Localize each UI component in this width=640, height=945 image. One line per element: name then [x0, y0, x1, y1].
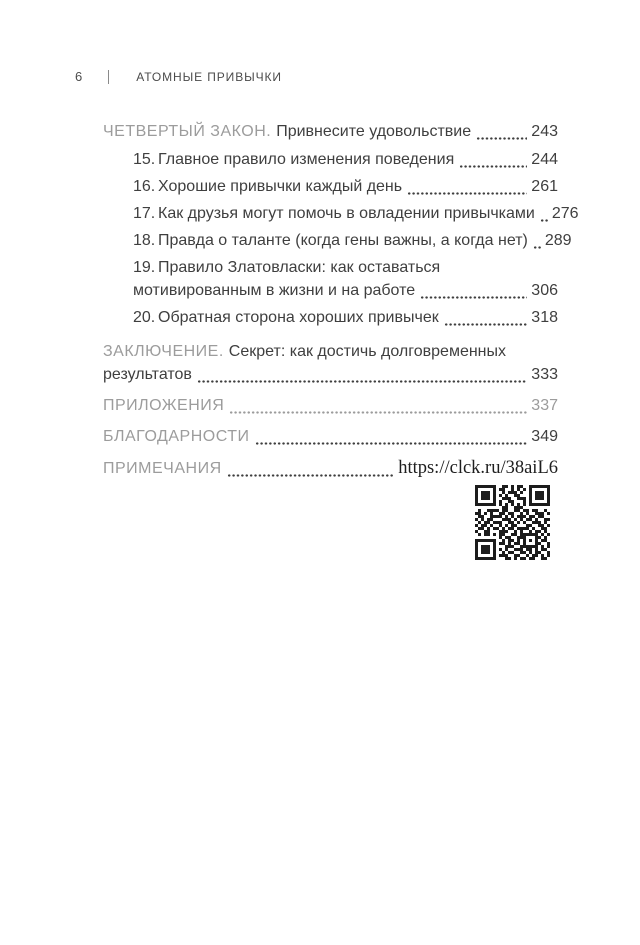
dot-leader — [255, 433, 528, 445]
chapter-number: 20. — [133, 309, 156, 326]
table-of-contents — [103, 122, 579, 560]
dot-leader — [459, 156, 527, 168]
toc-appendix-label: ПРИЛОЖЕНИЯ — [103, 397, 225, 414]
toc-entry-ch19 — [103, 258, 558, 301]
toc-entry-ch16 — [133, 177, 558, 197]
chapter-title: Правило Златовласки: как оставаться — [158, 259, 441, 276]
toc-entry-conclusion — [103, 342, 558, 385]
dot-leader — [197, 371, 527, 383]
header-divider — [108, 70, 109, 84]
chapter-number: 18. — [133, 232, 156, 249]
toc-law4-page: 243 — [531, 123, 558, 140]
chapter-title: Главное правило изменения поведения — [158, 151, 455, 168]
chapter-number: 15. — [133, 151, 156, 168]
toc-entry-acknowledgments — [103, 427, 558, 447]
toc-entry-law4 — [103, 122, 558, 142]
dot-leader — [533, 237, 541, 249]
dot-leader — [420, 287, 527, 299]
chapter-page: 261 — [531, 178, 558, 195]
dot-leader — [444, 314, 528, 326]
toc-conclusion-title: Секрет: как достичь долговременных — [228, 343, 507, 360]
page-header — [75, 69, 282, 84]
notes-link[interactable]: https://clck.ru/38aiL6 — [398, 458, 558, 478]
toc-entry-ch18 — [133, 231, 572, 251]
toc-acknowledgments-label: БЛАГОДАРНОСТИ — [103, 428, 250, 445]
dot-leader — [476, 128, 527, 140]
chapter-page: 318 — [531, 309, 558, 326]
book-title: АТОМНЫЕ ПРИВЫЧКИ — [136, 69, 282, 84]
chapter-title: Правда о таланте (когда гены важны, а когда нет) — [158, 232, 528, 249]
chapter-page: 276 — [551, 205, 579, 222]
toc-conclusion-page: 333 — [531, 366, 558, 383]
toc-entry-ch15 — [133, 150, 558, 170]
dot-leader — [407, 183, 527, 195]
chapter-title: Как друзья могут помочь в овладении привычками — [158, 205, 535, 222]
toc-notes-label: ПРИМЕЧАНИЯ — [103, 460, 222, 477]
toc-acknowledgments-page: 349 — [531, 428, 558, 445]
toc-entry-ch20 — [133, 308, 558, 328]
dot-leader — [229, 402, 527, 414]
page-number: 6 — [75, 69, 83, 84]
chapter-title-line1 — [133, 258, 558, 278]
dot-leader — [227, 465, 395, 477]
chapter-title-line2 — [133, 281, 558, 301]
toc-law4-title: Привнесите удовольствие — [276, 123, 472, 140]
chapter-title-continued: мотивированным в жизни и на работе — [133, 282, 416, 299]
toc-appendix-page: 337 — [531, 397, 558, 414]
chapter-number: 16. — [133, 178, 156, 195]
qr-code-row — [103, 485, 558, 560]
toc-law4-label: ЧЕТВЕРТЫЙ ЗАКОН. — [103, 123, 272, 140]
chapter-page: 244 — [531, 151, 558, 168]
chapter-number: 19. — [133, 259, 156, 276]
conclusion-line1 — [103, 342, 558, 362]
toc-entry-appendix — [103, 396, 558, 416]
toc-conclusion-title-continued: результатов — [103, 366, 192, 383]
qr-code — [475, 485, 550, 560]
toc-conclusion-label: ЗАКЛЮЧЕНИЕ. — [103, 343, 224, 360]
conclusion-line2 — [103, 365, 558, 385]
toc-entry-notes — [103, 458, 558, 479]
chapter-number: 17. — [133, 205, 156, 222]
dot-leader — [540, 210, 548, 222]
chapter-page: 306 — [531, 282, 558, 299]
chapter-page: 289 — [544, 232, 572, 249]
toc-entry-ch17 — [133, 204, 579, 224]
chapter-title: Хорошие привычки каждый день — [158, 178, 403, 195]
chapter-title: Обратная сторона хороших привычек — [158, 309, 439, 326]
